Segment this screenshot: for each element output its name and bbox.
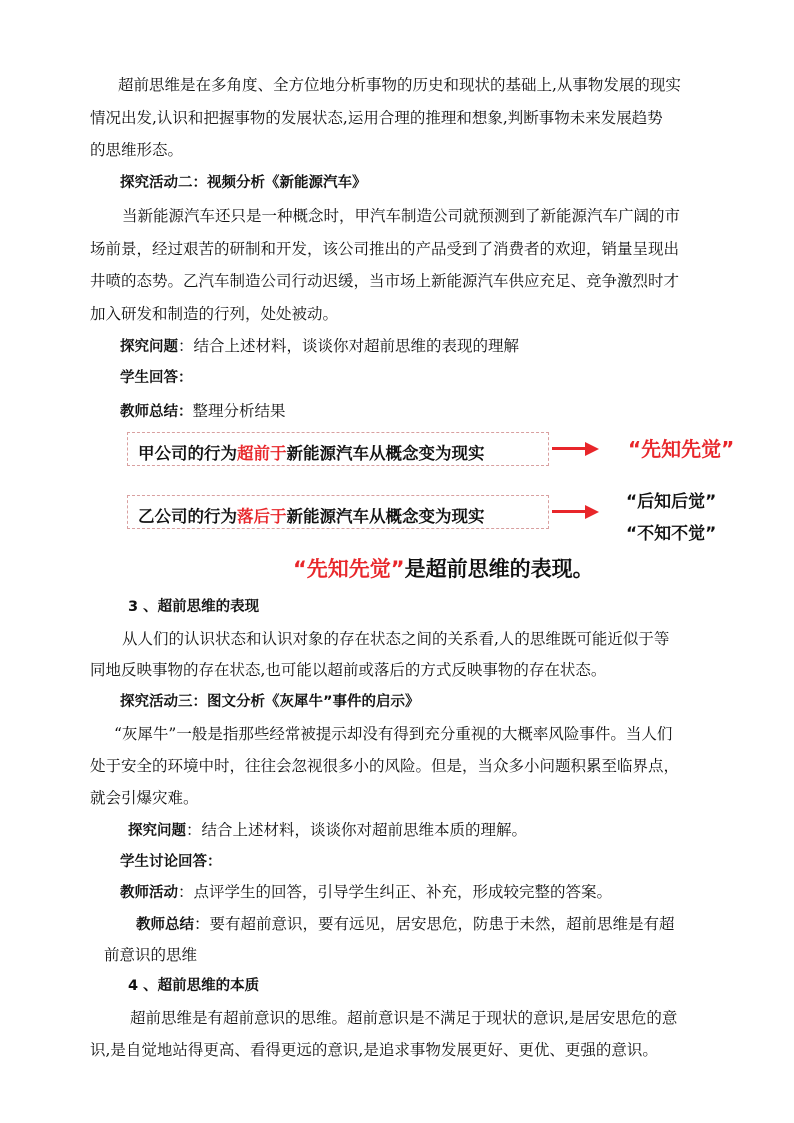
company-b-relation: 落后于 [237,507,287,526]
activity2-question [120,336,519,357]
activity2-answer-label: 学生回答： [120,370,193,386]
activity3-summary-label: 教师总结 [136,917,194,933]
activity3-question [128,820,527,841]
activity3-line-3: 就会引爆灾难。 [90,789,199,807]
section3-line-1: 从人们的认识状态和认识对象的存在状态之间的关系看,人的思维既可能近似于等 [122,630,670,648]
arrow-a-line [552,447,588,450]
company-b-object: 新能源汽车从概念变为现实 [286,507,485,526]
company-a-relation: 超前于 [237,444,287,463]
intro-line-3: 的思维形态。 [90,141,184,159]
teacher-activity-label: 教师活动 [120,885,178,901]
activity2-question-text: ：结合上述材料，谈谈你对超前思维的表现的理解 [178,337,520,355]
activity2-summary-text: 整理分析结果 [192,402,286,420]
activity3-heading: 探究活动三：图文分析《灰犀牛”事件的启示》 [120,694,420,710]
section4-line-2: 识,是自觉地站得更高、看得更远的意识,是追求事物发展更好、更优、更强的意识。 [90,1041,658,1059]
arrow-a-head-icon [585,442,599,456]
section3-heading: 3 、超前思维的表现 [128,599,260,615]
company-b-label: 乙公司的行为 [138,507,237,526]
diagram-conclusion [293,553,594,583]
activity3-summary [136,914,675,935]
activity2-paragraph-line-4: 加入研发和制造的行列，处处被动。 [90,305,339,323]
company-a-statement [138,440,485,464]
activity2-question-label: 探究问题 [120,339,178,355]
conclusion-text: 是超前思维的表现。 [404,557,594,581]
result-b-2: “不知不觉” [626,524,717,544]
activity2-paragraph-line-2: 场前景，经过艰苦的研制和开发，该公司推出的产品受到了消费者的欢迎，销量呈现出 [90,240,680,258]
company-b-statement [138,503,485,527]
company-a-label: 甲公司的行为 [138,444,237,463]
activity3-question-label: 探究问题 [128,823,186,839]
activity2-paragraph-line-3: 井喷的态势。乙汽车制造公司行动迟缓，当市场上新能源汽车供应充足、竞争激烈时才 [90,272,680,290]
activity3-teacher-activity [120,882,612,903]
result-a: “先知先觉” [628,437,735,461]
activity3-question-text: ：结合上述材料，谈谈你对超前思维本质的理解。 [186,821,528,839]
activity3-line-1: “灰犀牛”一般是指那些经常被提示却没有得到充分重视的大概率风险事件。当人们 [114,725,673,743]
activity3-line-2: 处于安全的环境中时，往往会忽视很多小的风险。但是，当众多小问题积累至临界点， [90,757,680,775]
company-a-object: 新能源汽车从概念变为现实 [286,444,485,463]
section3-line-2: 同地反映事物的存在状态,也可能以超前或落后的方式反映事物的存在状态。 [90,661,607,679]
arrow-b-line [552,510,588,513]
activity3-summary-line-2: 前意识的思维 [104,946,198,964]
section4-line-1: 超前思维是有超前意识的思维。超前意识是不满足于现状的意识,是居安思危的意 [130,1009,678,1027]
intro-line-2: 情况出发,认识和把握事物的发展状态,运用合理的推理和想象,判断事物未来发展趋势 [90,109,663,127]
arrow-b-head-icon [585,505,599,519]
activity3-summary-text-1: ：要有超前意识，要有远见，居安思危，防患于未然，超前思维是有超 [194,915,675,933]
section4-heading: 4 、超前思维的本质 [128,978,260,994]
conclusion-highlight: “先知先觉” [293,557,405,581]
activity3-discuss-label: 学生讨论回答： [120,854,222,870]
activity2-summary-label: 教师总结： [120,404,193,420]
activity2-summary [120,401,286,422]
result-b-1: “后知后觉” [626,492,717,512]
intro-line-1: 超前思维是在多角度、全方位地分析事物的历史和现状的基础上,从事物发展的现实 [118,76,681,94]
activity2-paragraph-line-1: 当新能源汽车还只是一种概念时，甲汽车制造公司就预测到了新能源汽车广阔的市 [122,207,681,225]
teacher-activity-text: ：点评学生的回答，引导学生纠正、补充，形成较完整的答案。 [178,883,613,901]
activity2-heading: 探究活动二：视频分析《新能源汽车》 [120,175,367,191]
